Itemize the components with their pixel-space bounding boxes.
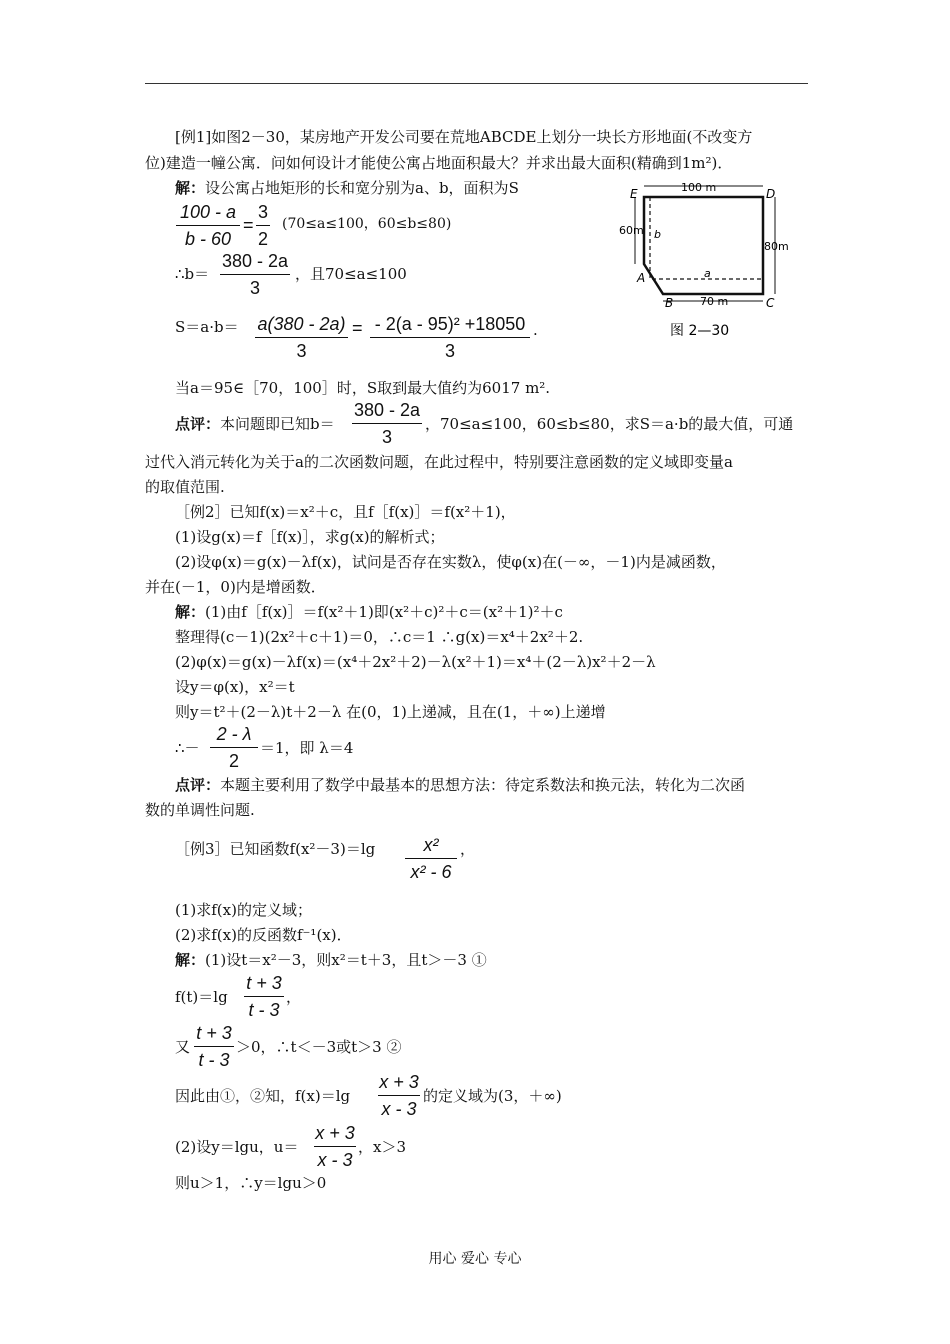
max-value-line: 当a＝95∈［70，100］时，S取到最大值约为6017 m². xyxy=(175,379,551,397)
denominator: x² - 6 xyxy=(410,862,452,882)
substitution-text: ，x＞3 xyxy=(358,1138,407,1156)
lambda-result: ＝1，即 λ＝4 xyxy=(260,739,354,757)
figure-caption: 图 2—30 xyxy=(670,323,730,339)
comment-label: 点评： xyxy=(175,776,221,794)
denominator: t - 3 xyxy=(248,1000,280,1020)
ex1-comment-line3: 的取值范围. xyxy=(145,478,225,496)
equals-sign: = xyxy=(352,318,363,338)
ex2-line4: 并在(－1，0)内是增函数． xyxy=(145,578,326,596)
denominator: 3 xyxy=(296,341,307,361)
ex2-line1: ［例2］已知f(x)＝x²＋c，且f［f(x)］＝f(x²＋1)， xyxy=(175,503,516,521)
ex2-line3: (2)设φ(x)＝g(x)－λf(x)，试问是否存在实数λ，使φ(x)在(－∞，－1)内是减函数， xyxy=(175,553,726,571)
domain-prefix: 因此由①，②知，f(x)＝lg xyxy=(175,1087,351,1105)
ex1-comment-line2: 过代入消元转化为关于a的二次函数问题，在此过程中，特别要注意函数的定义域即变量a xyxy=(145,453,733,471)
ex1-line1: [例1]如图2－30，某房地产开发公司要在荒地ABCDE上划分一块长方形地面(不改变方 xyxy=(175,128,753,146)
denominator: 3 xyxy=(381,427,392,447)
domain-text: 的定义域为(3，＋∞) xyxy=(423,1087,562,1105)
b-condition: ，且70≤a≤100 xyxy=(295,265,407,283)
ex3-line1: ［例3］已知函数f(x²－3)＝lg xyxy=(175,840,376,858)
left-dimension-label: 60m xyxy=(619,224,644,237)
denominator: x - 3 xyxy=(381,1099,417,1119)
ex2-solution-line5: 则y＝t²＋(2－λ)t＋2－λ 在(0，1)上递减，且在(1，＋∞)上递增 xyxy=(175,703,606,721)
solution-label: 解： xyxy=(175,951,206,969)
point-a-label: A xyxy=(637,271,646,285)
domain-fraction xyxy=(378,1070,420,1121)
equals-sign: = xyxy=(243,215,254,235)
comment-fraction xyxy=(352,398,422,449)
s-fraction-2 xyxy=(370,312,530,363)
plot-diagram xyxy=(618,182,793,347)
f-t-prefix: f(t)＝lg xyxy=(175,988,228,1006)
point-b-label: B xyxy=(665,296,674,310)
denominator: x - 3 xyxy=(317,1150,353,1170)
comment-text-cont: ，70≤a≤100，60≤b≤80，求S＝a·b的最大值，可通 xyxy=(425,415,794,433)
numerator: x² xyxy=(423,835,439,855)
ex3-solution-line1 xyxy=(175,950,487,970)
numerator: 3 xyxy=(257,202,268,222)
substitution-fraction xyxy=(314,1121,356,1172)
lambda-fraction xyxy=(210,722,258,773)
numerator: a(380 - 2a) xyxy=(257,314,346,334)
page-footer: 用心 爱心 专心 xyxy=(428,1251,522,1267)
solution-text: 设公寓占地矩形的长和宽分别为a、b，面积为S xyxy=(205,179,519,197)
ex3-line2: (1)求f(x)的定义域； xyxy=(175,901,312,919)
numerator: - 2(a - 95)² +18050 xyxy=(374,314,526,334)
ex3-fraction xyxy=(405,833,457,884)
denominator: 2 xyxy=(228,751,239,771)
ratio-condition: (70≤a≤100，60≤b≤80) xyxy=(282,216,452,232)
denominator: t - 3 xyxy=(198,1050,230,1070)
comment-text: 本题主要利用了数学中最基本的思想方法：待定系数法和换元法，转化为二次函 xyxy=(220,776,746,794)
solution-label: 解： xyxy=(175,603,206,621)
condition-text: ＞0，∴t＜－3或t＞3 ② xyxy=(236,1038,402,1056)
ex1-solution-line xyxy=(175,178,519,198)
comment-text: 本问题即已知b＝ xyxy=(220,415,335,433)
ex2-comment-line2: 数的单调性问题. xyxy=(145,801,255,819)
solution-label: 解： xyxy=(175,179,206,197)
ex2-solution-line1 xyxy=(175,602,563,622)
ratio-fraction-right xyxy=(256,200,270,251)
ex2-solution-line2: 整理得(c－1)(2x²＋c＋1)＝0，∴c＝1 ∴g(x)＝x⁴＋2x²＋2. xyxy=(175,628,584,646)
period: . xyxy=(533,321,538,339)
header-rule xyxy=(145,83,808,84)
f-t-fraction xyxy=(244,971,284,1022)
point-d-label: D xyxy=(766,187,776,201)
lambda-prefix: ∴－ xyxy=(175,739,200,757)
b-fraction xyxy=(220,249,290,300)
substitution-prefix: (2)设y＝lgu，u＝ xyxy=(175,1138,299,1156)
numerator: t + 3 xyxy=(246,973,282,993)
comma: ， xyxy=(460,840,476,858)
right-dimension-label: 80m xyxy=(764,240,789,253)
solution-text: (1)设t＝x²－3，则x²＝t＋3，且t＞－3 ① xyxy=(205,951,487,969)
ex3-solution-last: 则u＞1，∴y＝lgu＞0 xyxy=(175,1174,327,1192)
bottom-dimension-label: 70 m xyxy=(700,295,729,308)
ex1-comment-line1 xyxy=(175,414,335,434)
ex3-line3: (2)求f(x)的反函数f⁻¹(x)． xyxy=(175,926,352,944)
numerator: x + 3 xyxy=(315,1123,355,1143)
b-expression-prefix: ∴b＝ xyxy=(175,265,210,283)
ex1-line2: 位)建造一幢公寓．问如何设计才能使公寓占地面积最大？并求出最大面积(精确到1m²)． xyxy=(145,154,733,172)
b-side-label: b xyxy=(654,228,661,241)
condition-fraction xyxy=(194,1021,234,1072)
ex2-line2: (1)设g(x)＝f［f(x)］，求g(x)的解析式； xyxy=(175,528,445,546)
denominator: 2 xyxy=(257,229,268,249)
ratio-fraction-left xyxy=(176,200,240,251)
numerator: 380 - 2a xyxy=(353,400,421,420)
comma: ， xyxy=(286,988,302,1006)
numerator: t + 3 xyxy=(196,1023,232,1043)
numerator: x + 3 xyxy=(379,1072,419,1092)
point-c-label: C xyxy=(766,296,775,310)
point-e-label: E xyxy=(630,187,638,201)
denominator: b - 60 xyxy=(184,229,232,249)
s-fraction-1 xyxy=(255,312,348,363)
denominator: 3 xyxy=(444,341,455,361)
s-expression-prefix: S＝a·b＝ xyxy=(175,318,239,336)
denominator: 3 xyxy=(249,278,260,298)
numerator: 2 - λ xyxy=(216,724,252,744)
top-dimension-label: 100 m xyxy=(681,182,717,194)
a-side-label: a xyxy=(704,267,711,280)
numerator: 380 - 2a xyxy=(221,251,289,271)
ex2-comment-line1 xyxy=(175,775,745,795)
ex2-solution-line4: 设y＝φ(x)，x²＝t xyxy=(175,678,295,696)
comment-label: 点评： xyxy=(175,415,221,433)
numerator: 100 - a xyxy=(179,202,237,222)
condition-prefix: 又 xyxy=(175,1038,191,1056)
ex2-solution-line3: (2)φ(x)＝g(x)－λf(x)＝(x⁴＋2x²＋2)－λ(x²＋1)＝x⁴＋(2－λ)x²＋2－λ xyxy=(175,653,656,671)
solution-text: (1)由f［f(x)］＝f(x²＋1)即(x²＋c)²＋c＝(x²＋1)²＋c xyxy=(205,603,563,621)
